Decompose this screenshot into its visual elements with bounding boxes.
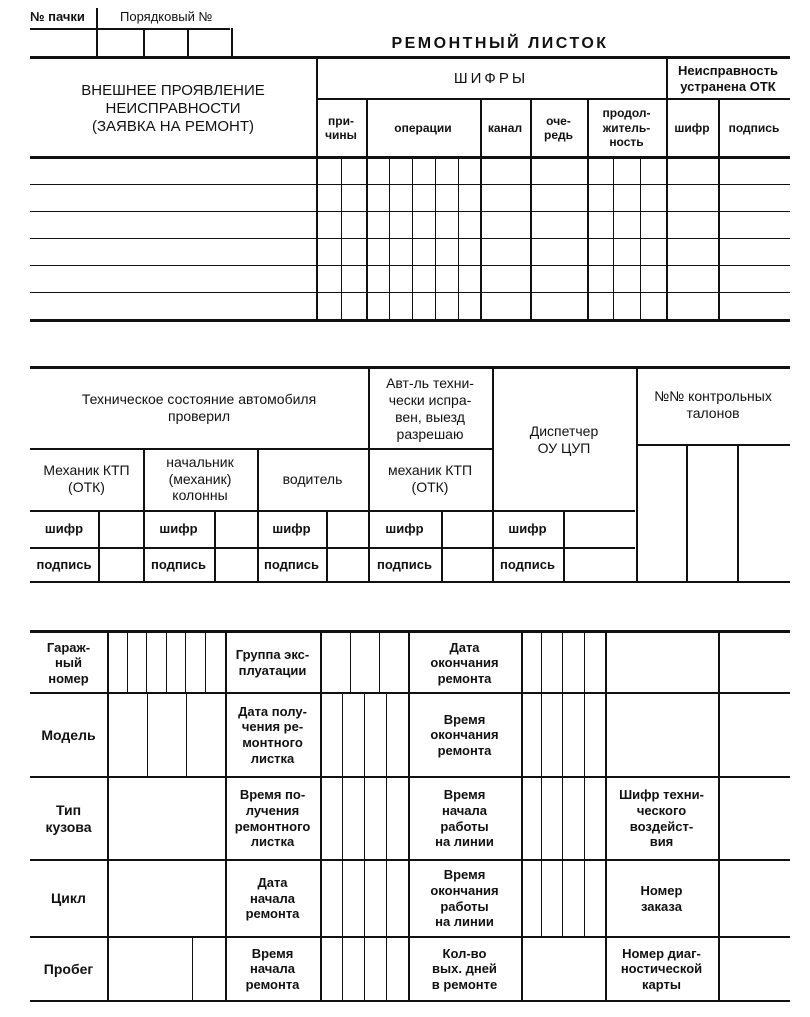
column-chief-header: начальник (механик) колонны: [166, 453, 234, 504]
dispatcher-header: Диспетчер ОУ ЦУП: [529, 423, 599, 456]
fixed-by-otk-header: Неисправность устранена ОТК: [677, 63, 779, 94]
driver-header: водитель: [282, 470, 343, 487]
time-line-end-label: Время окончания работы на линии: [430, 867, 499, 930]
cycle-label: Цикл: [51, 890, 86, 907]
garage-number-label: Гараж- ный номер: [46, 639, 91, 686]
diagnostic-card-label: Номер диаг- ностической карты: [620, 945, 703, 992]
signature-label-3: подпись: [264, 557, 319, 573]
col-signature: подпись: [728, 120, 780, 135]
tech-state-header: Техническое состояние автомобиля проверил: [81, 391, 317, 424]
col-duration: продол- житель- ность: [602, 106, 651, 150]
signature-label-2: подпись: [151, 557, 206, 573]
control-coupons-header: №№ контрольных талонов: [654, 388, 772, 421]
time-end-label: Время окончания ремонта: [430, 711, 499, 758]
col-operations: операции: [394, 120, 452, 135]
code-label-2: шифр: [159, 521, 198, 537]
external-manifestation-header: ВНЕШНЕЕ ПРОЯВЛЕНИЕ НЕИСПРАВНОСТИ (ЗАЯВКА НА РЕМОНТ): [81, 82, 265, 135]
exploit-group-label: Группа экс- плуатации: [235, 647, 310, 678]
col-queue: оче- редь: [544, 113, 573, 142]
signature-label-4: подпись: [377, 557, 432, 573]
model-label: Модель: [41, 726, 96, 743]
signature-label-5: подпись: [500, 557, 555, 573]
mileage-label: Пробег: [43, 960, 94, 977]
days-out-label: Кол-во вых. дней в ремонте: [431, 945, 498, 992]
col-causes: при- чины: [325, 113, 357, 142]
time-start-label: Время начала ремонта: [245, 945, 300, 992]
time-received-label: Время по- лучения ремонтного листка: [234, 787, 311, 850]
form-title: РЕМОНТНЫЙ ЛИСТОК: [391, 35, 609, 53]
code-label-4: шифр: [385, 521, 424, 537]
time-line-start-label: Время начала работы на линии: [435, 787, 494, 850]
date-received-label: Дата полу- чения ре- монтного листка: [238, 703, 307, 766]
code-label-5: шифр: [508, 521, 547, 537]
col-channel: канал: [487, 120, 523, 135]
date-start-label: Дата начала ремонта: [245, 875, 300, 922]
code-label-1: шифр: [44, 521, 84, 537]
serial-number-label: Порядковый №: [120, 9, 213, 25]
pack-number-label: № пачки: [30, 9, 85, 25]
car-ok-header: Авт-ль техни- чески испра- вен, выезд разрешаю: [386, 375, 474, 442]
date-end-label: Дата окончания ремонта: [430, 639, 499, 686]
code-label-3: шифр: [272, 521, 311, 537]
mechanic-ktp-header: Механик КТП (ОТК): [43, 462, 130, 495]
tech-impact-code-label: Шифр техни- ческого воздейст- вия: [619, 787, 704, 850]
body-type-label: Тип кузова: [45, 801, 92, 835]
order-number-label: Номер заказа: [640, 882, 683, 914]
col-code: шифр: [674, 120, 710, 135]
signature-label-1: подпись: [36, 557, 92, 573]
codes-header: ШИФРЫ: [453, 70, 529, 87]
mechanic-ktp2-header: механик КТП (ОТК): [387, 462, 473, 495]
